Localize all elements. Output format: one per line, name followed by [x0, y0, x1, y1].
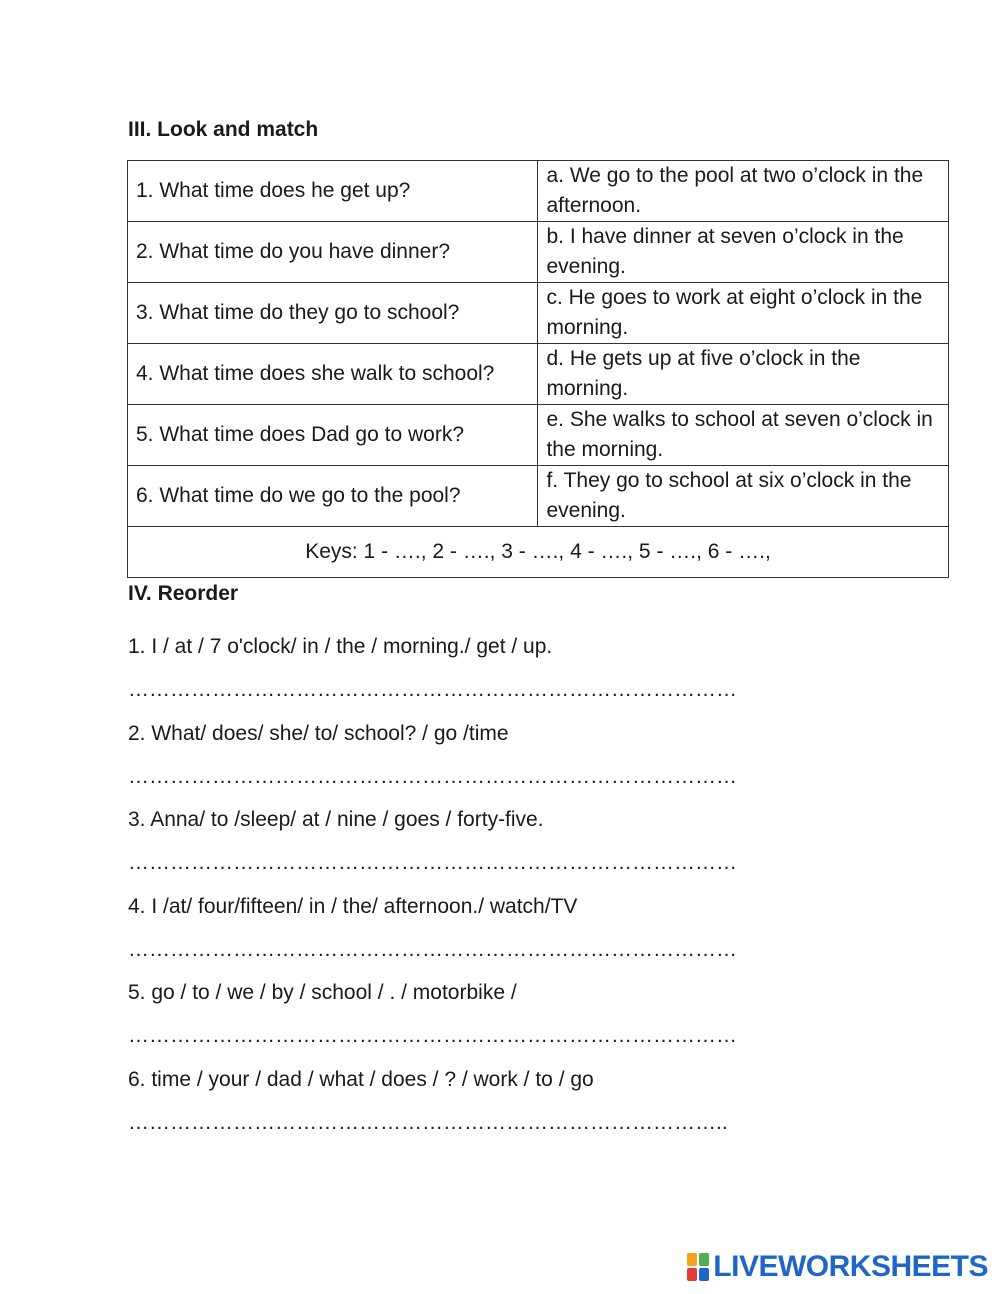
- liveworksheets-logo: [687, 1250, 988, 1284]
- table-row: [128, 466, 949, 527]
- answer-cell: c. He goes to work at eight o’clock in the morning.: [538, 283, 949, 344]
- reorder-prompt: 4. I /at/ four/fifteen/ in / the/ afternoon./ watch/TV: [128, 894, 578, 918]
- answer-cell: e. She walks to school at seven o’clock in the morning.: [538, 405, 949, 466]
- question-cell: 5. What time does Dad go to work?: [128, 405, 538, 466]
- question-cell: 4. What time does she walk to school?: [128, 344, 538, 405]
- logo-tiles-icon: [687, 1253, 709, 1281]
- reorder-prompt: 6. time / your / dad / what / does / ? / work / to / go: [128, 1067, 594, 1091]
- question-cell: 3. What time do they go to school?: [128, 283, 538, 344]
- table-row: [128, 222, 949, 283]
- question-cell: 2. What time do you have dinner?: [128, 222, 538, 283]
- keys-answer-line[interactable]: Keys: 1 - …., 2 - …., 3 - …., 4 - …., 5 - …., 6 - ….,: [128, 527, 949, 578]
- logo-text: LIVEWORKSHEETS: [713, 1250, 988, 1283]
- list-item: [128, 805, 828, 892]
- section-title-reorder: IV. Reorder: [128, 582, 239, 605]
- list-item: [128, 632, 828, 719]
- list-item: [128, 892, 828, 979]
- answer-line[interactable]: …………………………………………………………………………..: [128, 1110, 728, 1134]
- list-item: [128, 719, 828, 806]
- table-row: [128, 344, 949, 405]
- match-table: [127, 160, 949, 578]
- table-row: [128, 405, 949, 466]
- reorder-prompt: 5. go / to / we / by / school / . / motorbike /: [128, 981, 517, 1005]
- answer-cell: d. He gets up at five o’clock in the morning.: [538, 344, 949, 405]
- answer-line[interactable]: ……………………………………………………………………………: [128, 937, 737, 961]
- answer-line[interactable]: ……………………………………………………………………………: [128, 764, 737, 788]
- list-item: [128, 1065, 828, 1152]
- table-row: [128, 283, 949, 344]
- answer-line[interactable]: ……………………………………………………………………………: [128, 1024, 737, 1048]
- section-title-look-and-match: III. Look and match: [128, 118, 319, 141]
- answer-cell: b. I have dinner at seven o’clock in the evening.: [538, 222, 949, 283]
- reorder-prompt: 1. I / at / 7 o'clock/ in / the / morning./ get / up.: [128, 635, 553, 658]
- answer-cell: a. We go to the pool at two o’clock in the afternoon.: [538, 161, 949, 222]
- reorder-prompt: 2. What/ does/ she/ to/ school? / go /time: [128, 721, 509, 745]
- question-cell: 1. What time does he get up?: [128, 161, 538, 222]
- keys-row: [128, 527, 949, 578]
- table-row: [128, 161, 949, 222]
- answer-line[interactable]: ……………………………………………………………………………: [128, 678, 737, 701]
- list-item: [128, 978, 828, 1065]
- reorder-list: [128, 632, 828, 1152]
- answer-cell: f. They go to school at six o’clock in the evening.: [538, 466, 949, 527]
- reorder-prompt: 3. Anna/ to /sleep/ at / nine / goes / forty-five.: [128, 808, 544, 832]
- answer-line[interactable]: ……………………………………………………………………………: [128, 851, 737, 875]
- question-cell: 6. What time do we go to the pool?: [128, 466, 538, 527]
